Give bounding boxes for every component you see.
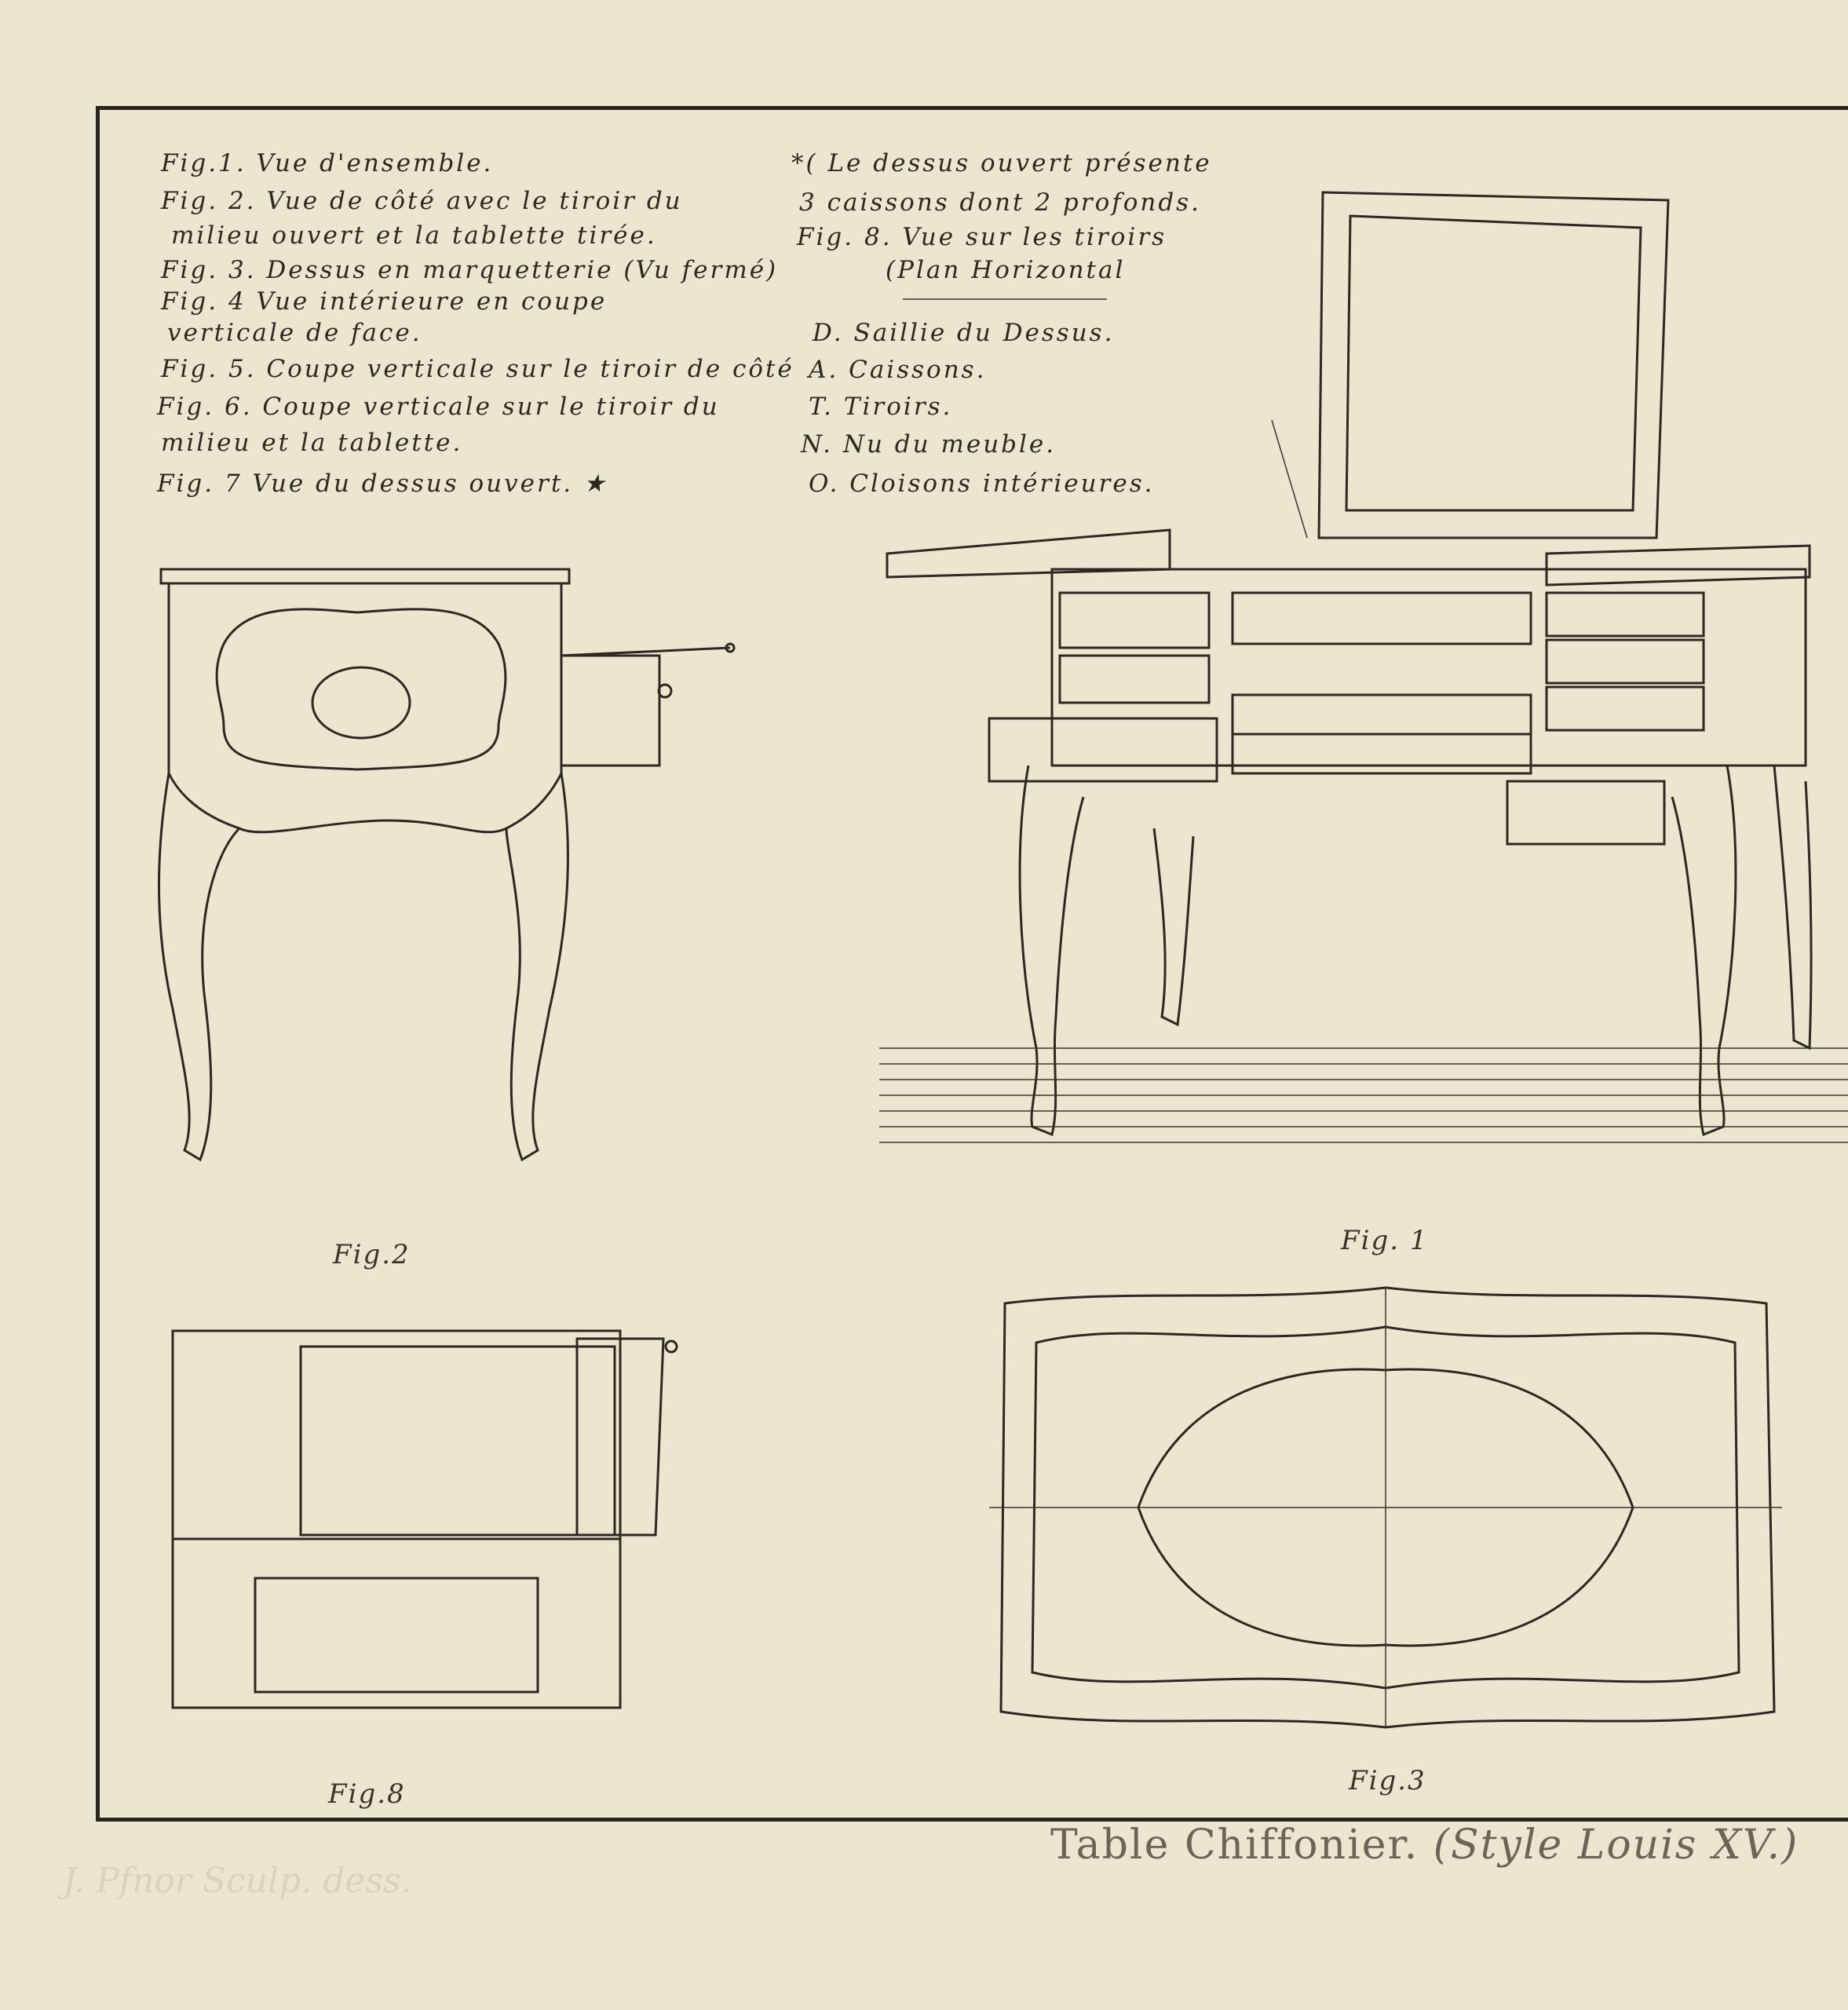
fig2-side-view-drawing xyxy=(153,569,750,1190)
plate-title-main: Table Chiffonier. xyxy=(1050,1822,1419,1869)
legend-line: Fig. 4 Vue intérieure en coupe xyxy=(161,287,608,316)
legend-line: (Plan Horizontal xyxy=(886,256,1126,284)
legend-line: D. Saillie du Dessus. xyxy=(813,319,1115,347)
legend-line: Fig. 3. Dessus en marquetterie (Vu fermé) xyxy=(161,256,779,284)
legend-line: 3 caissons dont 2 profonds. xyxy=(799,188,1201,217)
fig8-plan-drawing xyxy=(169,1307,687,1723)
legend-line: Fig. 6. Coupe verticale sur le tiroir du xyxy=(157,393,720,421)
legend-line: milieu ouvert et la tablette tirée. xyxy=(171,221,657,250)
engraver-signature: J. Pfnor Sculp. dess. xyxy=(63,1861,412,1901)
legend-line: Fig. 8. Vue sur les tiroirs xyxy=(797,223,1167,251)
legend-line: milieu et la tablette. xyxy=(161,429,463,457)
legend-line: O. Cloisons intérieures. xyxy=(809,470,1155,498)
fig1-caption: Fig. 1 xyxy=(1341,1225,1429,1256)
legend-line: verticale de face. xyxy=(167,319,422,347)
legend-line: A. Caissons. xyxy=(809,356,987,384)
plate-title-style: (Style Louis XV.) xyxy=(1433,1822,1799,1869)
fig3-top-marquetry-drawing xyxy=(989,1280,1782,1735)
legend-line: Fig.1. Vue d'ensemble. xyxy=(161,149,494,177)
fig3-caption: Fig.3 xyxy=(1349,1765,1426,1796)
fig2-caption: Fig.2 xyxy=(333,1239,411,1270)
legend-line: Fig. 5. Coupe verticale sur le tiroir de côté xyxy=(161,355,794,383)
legend-line: Fig. 2. Vue de côté avec le tiroir du xyxy=(161,187,683,215)
plate-title xyxy=(1050,1822,1799,1869)
fig8-caption: Fig.8 xyxy=(328,1778,406,1810)
fig1-ensemble-drawing xyxy=(879,185,1848,1190)
legend-line: Fig. 7 Vue du dessus ouvert. ★ xyxy=(157,470,608,498)
legend-line: N. Nu du meuble. xyxy=(801,430,1057,459)
legend-line: *( Le dessus ouvert présente xyxy=(791,149,1212,177)
legend-line: T. Tiroirs. xyxy=(809,393,953,421)
